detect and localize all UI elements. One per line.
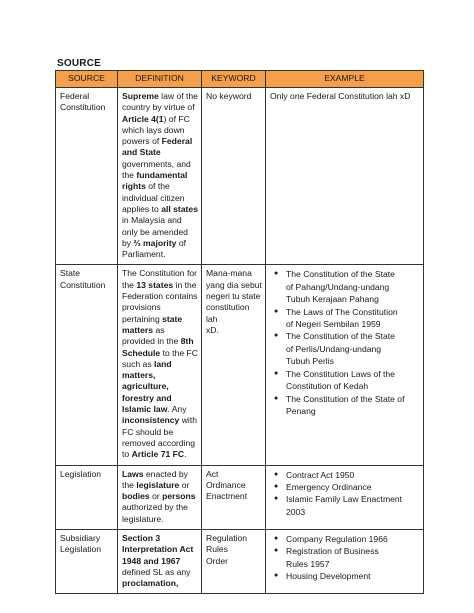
definition-line [122,114,198,125]
example-item-line: of Pahang/Undang-undang [286,281,390,292]
definition-line [122,491,198,502]
definition-text: FC should be [122,426,174,437]
definition-bold-text: Interpretation Act [122,544,194,555]
definition-bold-text: Islamic law [122,404,168,415]
definition-text: of [176,237,187,248]
header-source: SOURCE [56,71,118,88]
example-item [270,306,420,331]
definition-bold-text: 8th [180,336,194,347]
example-item-text [286,368,420,393]
example-item [270,393,420,418]
source-text: Legislation [60,468,102,479]
example-list [270,469,420,519]
example-item-line: 2003 [286,506,306,517]
bullet-icon: ● [274,547,279,555]
example-item-line: Penang [286,405,316,416]
definition-line [122,556,198,567]
example-cell [266,529,424,593]
definition-line [122,336,198,347]
example-item [270,268,420,305]
definition-bold-text: Article 71 FC [131,449,185,460]
definition-text: The Constitution for [122,268,197,279]
example-item-line: Islamic Family Law Enactment [286,494,403,505]
definition-text: with [179,415,197,426]
definition-line [122,438,198,449]
definition-bold-text: fundamental [136,170,188,181]
definition-cell [118,265,202,465]
source-text: Federal [60,91,90,101]
definition-text: provisions [122,302,161,313]
keyword-text: negeri tu state [206,291,261,302]
definition-line [122,302,198,313]
example-cell [266,465,424,529]
definition-text: enacted by [143,468,188,479]
definition-cell [118,529,202,593]
example-text: Only one Federal Constitution lah xD [270,91,411,101]
definition-bold-text: ⅔ majority [133,237,177,248]
example-item-line: Tubuh Kerajaan Pahang [286,294,379,305]
definition-text: provided in the [122,336,181,347]
keyword-cell [202,465,266,529]
definition-line [122,393,198,404]
definition-line [122,314,198,325]
definition-text: which lays down [122,124,185,135]
definition-text: applies to [122,203,162,214]
page-heading: SOURCE [57,58,101,69]
example-item-text [286,268,420,305]
example-item-line: The Constitution of the State [286,331,395,342]
example-cell [266,265,424,465]
example-item [270,368,420,393]
definition-line [122,159,198,170]
definition-bold-text: all states [161,203,198,214]
example-item-line: Constitution of Kedah [286,381,369,392]
keyword-cell [202,265,266,465]
bullet-icon: ● [274,495,279,503]
bullet-icon: ● [274,332,279,340]
table-header-row [56,71,424,88]
definition-text: . Any [167,404,187,415]
example-item-line: of Negeri Sembilan 1959 [286,319,381,330]
bullet-icon: ● [274,470,279,478]
definition-line [122,249,198,260]
source-text: Subsidiary [60,532,101,543]
header-definition: DEFINITION [118,71,202,88]
keyword-text: constitution lah [206,302,250,324]
definition-text: the [122,479,137,490]
definition-bold-text: 1948 and 1967 [122,555,181,566]
definition-line [122,227,198,238]
definition-bold-text: state [162,313,183,324]
example-item-text [286,306,420,331]
definition-line [122,291,198,302]
definition-bold-text: persons [162,491,196,502]
definition-text: to the FC [160,347,198,358]
example-item-line: The Laws of The Constitution [286,306,398,317]
definition-bold-text: bodies [122,491,150,502]
definition-bold-text: Schedule [122,347,161,358]
definition-line [122,204,198,215]
header-example: EXAMPLE [266,71,424,88]
definition-bold-text: Federal [161,136,193,147]
example-item-text [286,570,420,582]
table-row [56,529,424,593]
definition-text: as [153,324,165,335]
definition-line [122,102,198,113]
definition-line [122,147,198,158]
definition-bold-text: Article 4(1 [122,113,164,124]
definition-bold-text: inconsistency [122,415,180,426]
definition-line [122,567,198,578]
example-item-text [286,493,420,518]
definition-bold-text: proclamation, [122,578,179,589]
definition-text: of the [145,181,170,192]
example-item [270,330,420,367]
bullet-icon: ● [274,482,279,490]
source-text: Legislation [60,544,102,555]
definition-bold-text: Laws [122,468,144,479]
keyword-text: xD. [206,324,219,335]
definition-bold-text: forestry and [122,392,172,403]
definition-line [122,348,198,359]
definition-text: ) of FC [163,113,190,124]
keyword-text: Order [206,555,228,566]
definition-bold-text: rights [122,181,146,192]
example-item-text [286,330,420,367]
source-text: Constitution [60,102,106,113]
definition-line [122,415,198,426]
bullet-icon: ● [274,394,279,402]
example-item-line: The Constitution of the State [286,269,395,280]
example-item-line: Housing Development [286,571,371,582]
definition-line [122,359,198,370]
example-item-line: Contract Act 1950 [286,469,355,480]
definition-text: in Malaysia and [122,215,182,226]
definition-bold-text: legislature [136,479,180,490]
definition-line [122,404,198,415]
definition-line [122,325,198,336]
example-item-text [286,469,420,481]
table-row [56,465,424,529]
definition-line [122,449,198,460]
definition-bold-text: land [154,358,172,369]
definition-line [122,469,198,480]
definition-text: Federation contains [122,291,198,302]
example-item-line: The Constitution Laws of the [286,368,395,379]
definition-line [122,427,198,438]
example-list [270,268,420,417]
keyword-cell [202,88,266,265]
definition-line [122,381,198,392]
definition-text: powers of [122,136,162,147]
example-item-text [286,545,420,570]
example-item [270,545,420,570]
definition-text: individual citizen [122,192,185,203]
example-item-line: Rules 1957 [286,558,330,569]
definition-text: or [179,479,190,490]
example-item-text [286,481,420,493]
source-cell [56,265,118,465]
definition-text: authorized by the [122,502,188,513]
definition-line [122,125,198,136]
bullet-icon: ● [274,369,279,377]
definition-text: governments, and [122,158,191,169]
example-item [270,533,420,545]
definition-line [122,370,198,381]
definition-bold-text: matters, [122,370,156,381]
definition-bold-text: 13 states [136,279,174,290]
definition-line [122,578,198,589]
definition-text: defined SL as any [122,566,191,577]
source-text: State [60,268,81,279]
definition-text: . [184,449,187,460]
definition-text: or [149,491,163,502]
source-text: Constitution [60,279,106,290]
example-item-text [286,393,420,418]
definition-bold-text: agriculture, [122,381,169,392]
keyword-text: Ordinance [206,479,246,490]
example-item-line: Tubuh Perlis [286,356,334,367]
definition-line [122,544,198,555]
example-item-line: The Constitution of the State of [286,393,405,404]
sources-table [55,70,424,594]
definition-text: by [122,237,134,248]
table-row [56,265,424,465]
definition-bold-text: matters [122,324,154,335]
definition-text: the [122,170,137,181]
definition-text: Parliament. [122,249,166,260]
definition-text: only be amended [122,226,188,237]
bullet-icon: ● [274,534,279,542]
bullet-icon: ● [274,270,279,278]
definition-line [122,170,198,181]
definition-text: country by virtue of [122,102,195,113]
header-keyword: KEYWORD [202,71,266,88]
definition-text: law of the [158,91,198,101]
example-list [270,533,420,583]
keyword-text: Regulation [206,532,248,543]
definition-text: in the [173,279,197,290]
definition-line [122,238,198,249]
definition-text: to [122,449,132,460]
definition-cell [118,465,202,529]
example-item-line: of Perlis/Undang-undang [286,343,382,354]
example-item-text [286,533,420,545]
definition-line [122,533,198,544]
keyword-text: yang dia sebut [206,279,262,290]
bullet-icon: ● [274,307,279,315]
definition-line [122,91,198,102]
definition-text: the [122,279,137,290]
definition-line [122,514,198,525]
definition-line [122,502,198,513]
definition-line [122,268,198,279]
source-cell [56,465,118,529]
definition-bold-text: Supreme [122,91,159,101]
keyword-cell [202,529,266,593]
definition-bold-text: Section 3 [122,532,161,543]
example-item [270,493,420,518]
table-body [56,88,424,594]
example-item-line: Registration of Business [286,546,379,557]
example-item-line: Company Regulation 1966 [286,533,388,544]
example-cell [266,88,424,265]
table-row [56,88,424,265]
example-item-line: Emergency Ordinance [286,481,372,492]
definition-cell [118,88,202,265]
definition-line [122,480,198,491]
definition-text: such as [122,358,155,369]
keyword-text: No keyword [206,91,252,101]
definition-text: legislature. [122,513,164,524]
source-cell [56,529,118,593]
definition-line [122,280,198,291]
keyword-text: Rules [206,544,228,555]
definition-line [122,193,198,204]
example-item [270,481,420,493]
definition-text: pertaining [122,313,163,324]
keyword-text: Mana-mana [206,268,252,279]
example-item [270,469,420,481]
definition-line [122,181,198,192]
source-cell [56,88,118,265]
example-item [270,570,420,582]
definition-line [122,215,198,226]
keyword-text: Act [206,468,219,479]
keyword-text: Enactment [206,491,248,502]
bullet-icon: ● [274,572,279,580]
definition-bold-text: and State [122,147,161,158]
definition-line [122,136,198,147]
definition-text: removed according [122,437,196,448]
